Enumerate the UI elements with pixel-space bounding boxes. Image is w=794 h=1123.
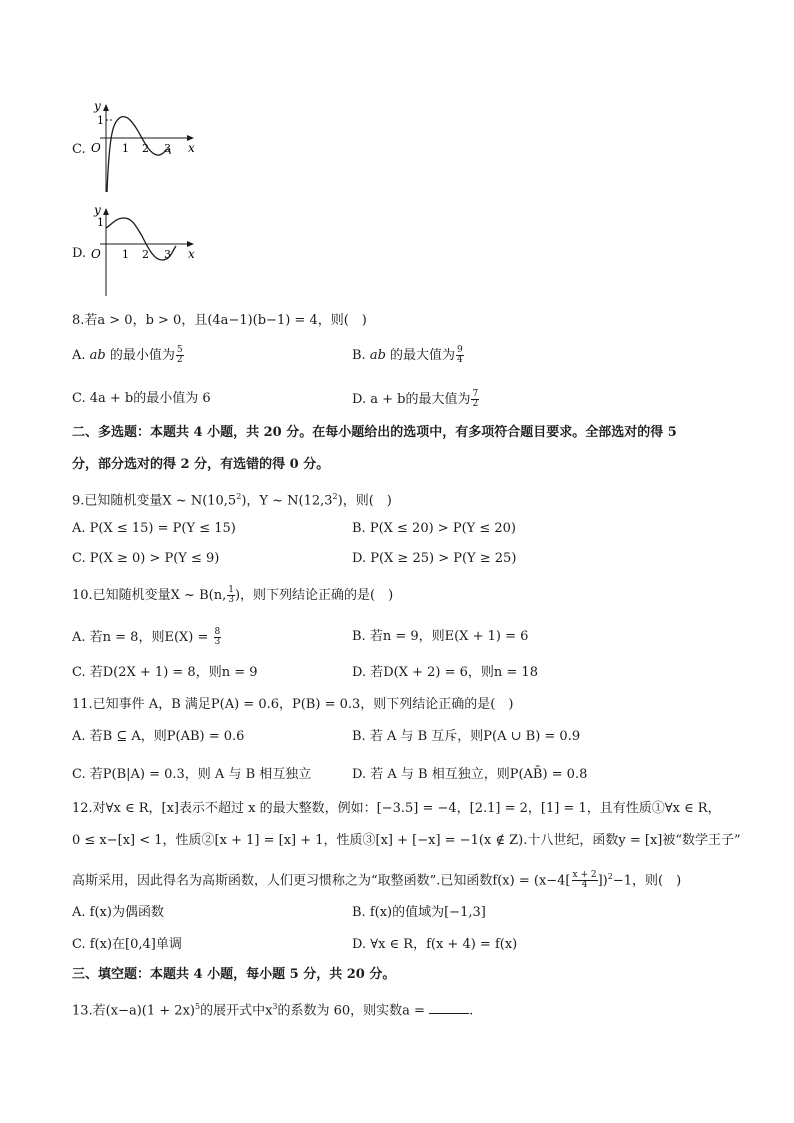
q8-option-a: A. ab 的最小值为 $\frac{5}{2}$: [72, 345, 183, 365]
q9-option-b: B. P(X ≤ 20) > P(Y ≤ 20): [352, 521, 516, 536]
q12-option-d: D. ∀x ∈ R，f(x + 4) = f(x): [352, 937, 518, 952]
q10-option-c: C. 若D(2X + 1) = 8，则n = 9: [72, 665, 258, 680]
q10-stem: 10.已知随机变量X ~ B(n, $\frac{1}{3}$ )，则下列结论正确的是( ): [72, 585, 394, 605]
tick-2: 2: [142, 142, 149, 155]
q10-option-b: B. 若n = 9，则E(X + 1) = 6: [352, 629, 529, 644]
q9-stem: 9.已知随机变量X ~ N(10,5$^2$)，Y ~ N(12,3$^2$)，则( ): [72, 492, 392, 509]
q12-option-a: A. f(x)为偶函数: [72, 905, 164, 920]
q9-option-a: A. P(X ≤ 15) = P(Y ≤ 15): [72, 521, 236, 536]
q13-stem: 13.若$(x-a)(1 + 2x)^5$的展开式中$x^3$的系数为 60，则实数a = .: [72, 1002, 474, 1019]
q10-option-a: A. 若n = 8，则E(X) = $\frac{8}{3}$: [72, 627, 221, 647]
origin-label: O: [91, 141, 101, 155]
option-d-label: D.: [72, 246, 87, 261]
curve: [107, 117, 170, 192]
q11-option-a: A. 若B ⊆ A，则P(AB) = 0.6: [72, 729, 245, 744]
q11-option-d: D. 若 A 与 B 相互独立，则P(AB̄) = 0.8: [352, 767, 588, 782]
section-2-heading-cont: 分，部分选对的得 2 分，有选错的得 0 分。: [72, 457, 330, 472]
q8-option-b: B. ab 的最大值为 $\frac{9}{4}$: [352, 345, 463, 365]
q9-option-d: D. P(X ≥ 25) > P(Y ≥ 25): [352, 551, 517, 566]
section-2-heading: 二、多选题：本题共 4 小题，共 20 分。在每小题给出的选项中，有多项符合题目要求。全部选对的得 5: [72, 425, 677, 440]
x-label: x: [188, 247, 195, 261]
graph-d: [86, 200, 206, 300]
answer-blank[interactable]: [429, 1001, 469, 1014]
q9-option-c: C. P(X ≥ 0) > P(Y ≤ 9): [72, 551, 220, 566]
y-axis-arrow: [103, 104, 109, 111]
y-label: y: [94, 203, 101, 217]
tick-2: 2: [142, 248, 149, 261]
section-3-heading: 三、填空题：本题共 4 小题，每小题 5 分，共 20 分。: [72, 967, 396, 982]
origin-label: O: [91, 247, 101, 261]
q12-option-c: C. f(x)在[0,4]单调: [72, 937, 182, 952]
x-label: x: [188, 141, 195, 155]
q11-option-b: B. 若 A 与 B 互斥，则P(A ∪ B) = 0.9: [352, 729, 581, 744]
one-label: 1: [97, 216, 104, 229]
tick-3: 3: [164, 142, 171, 155]
q8-stem: 8.若a > 0，b > 0，且(4a−1)(b−1) = 4，则( ): [72, 313, 367, 328]
q8-option-d: D. a + b的最大值为 $\frac{7}{2}$: [352, 389, 479, 409]
q12-option-b: B. f(x)的值域为[−1,3]: [352, 905, 486, 920]
q11-stem: 11.已知事件 A，B 满足P(A) = 0.6，P(B) = 0.3，则下列结论正确的是( ): [72, 697, 514, 712]
q12-stem-3: 高斯采用，因此得名为高斯函数，人们更习惯称之为“取整函数”.已知函数f(x) = (x−4[ $\frac{x + 2}{4}$ ])$^2$−1，则( ): [72, 870, 682, 891]
q10-option-d: D. 若D(X + 2) = 6，则n = 18: [352, 665, 538, 680]
q12-stem-2: 0 ≤ x−[x] < 1，性质②[x + 1] = [x] + 1，性质③[x] + [−x] = −1(x ∉ Z).十八世纪，函数y = [x]被“数学王子”: [72, 833, 741, 848]
q11-option-c: C. 若P(B|A) = 0.3，则 A 与 B 相互独立: [72, 767, 312, 782]
y-axis-arrow: [103, 208, 109, 215]
tick-1: 1: [122, 248, 129, 261]
q8-option-c: C. 4a + b的最小值为 6: [72, 391, 211, 406]
option-c-label: C.: [72, 142, 86, 157]
y-label: y: [94, 99, 101, 113]
tick-1: 1: [122, 142, 129, 155]
graph-c: [86, 96, 206, 196]
tick-3: 3: [164, 248, 171, 261]
q12-stem-1: 12.对∀x ∈ R，[x]表示不超过 x 的最大整数，例如：[−3.5] = −4，[2.1] = 2，[1] = 1，且有性质①∀x ∈ R，: [72, 801, 721, 816]
one-label: 1: [97, 114, 104, 127]
